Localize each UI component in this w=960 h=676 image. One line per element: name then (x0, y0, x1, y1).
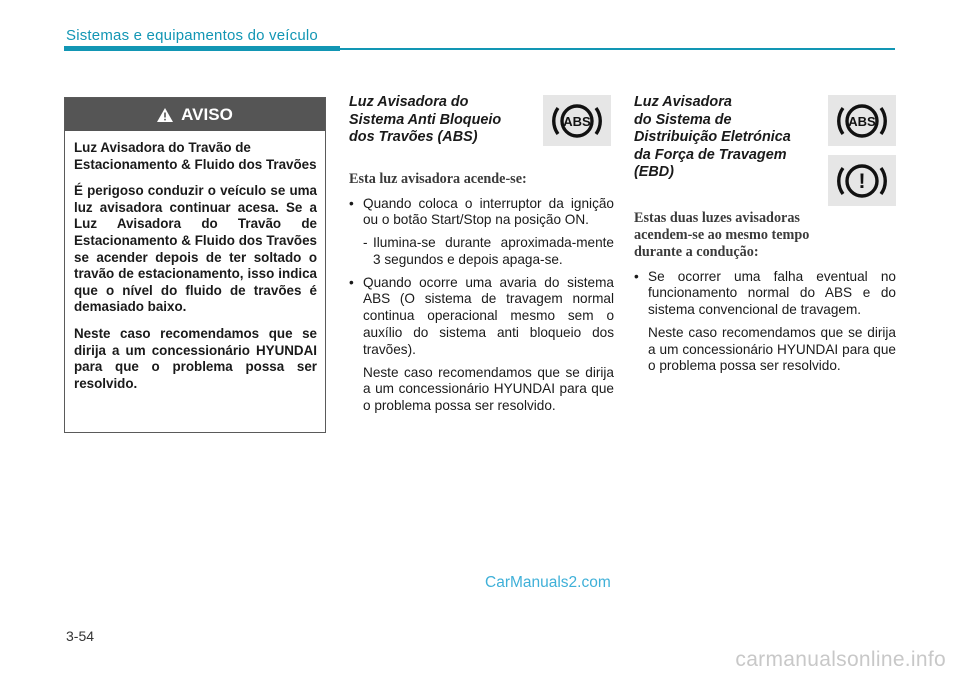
warning-label: AVISO (181, 104, 233, 124)
abs-bullet-malfunction: • Quando ocorre uma avaria do sistema ABS (O sistema de travagem normal continua operacional mesmo sem o auxílio do sistema anti bloqueio dos travões). (349, 275, 614, 359)
abs-warning-light-icon-box (543, 95, 611, 146)
ebd-recommendation: Neste caso recomendamos que se dirija a um concessionário HYUNDAI para que o problema possa ser resolvido. (648, 324, 896, 374)
abs-bullet-ignition: • Quando coloca o interruptor da ignição ou o botão Start/Stop na posição ON. (349, 196, 614, 230)
ebd-section-title: Luz Avisadora do Sistema de Distribuição Eletrónica da Força de Travagem (EBD) (634, 94, 791, 180)
svg-text:!: ! (858, 169, 866, 193)
section-header-title: Sistemas e equipamentos do veículo (66, 27, 318, 44)
page-number: 3-54 (66, 628, 95, 644)
ebd-bullet-failure: • Se ocorrer uma falha eventual no funcionamento normal do ABS e do sistema convencional de travagem. (634, 269, 896, 319)
header-rule-thick (64, 46, 340, 51)
abs-dash-duration: - Ilumina-se durante aproximada-mente 3 segundos e depois apaga-se. (349, 235, 614, 269)
warning-text-1: É perigoso conduzir o veículo se uma luz avisadora continuar acesa. Se a Luz Avisadora do Travão de Estacionamento & Fluido dos Travões se acender depois de ter soltado o travão de estacionamento, isso indica que o nível do fluido de travões é demasiado baixo. (74, 183, 317, 315)
ebd-abs-light-icon-box (828, 95, 896, 146)
warning-text-2: Neste caso recomendamos que se dirija a um concessionário HYUNDAI para que o problema possa ser resolvido. (74, 325, 317, 391)
abs-recommendation: Neste caso recomendamos que se dirija a um concessionário HYUNDAI para que o problema possa ser resolvido. (363, 364, 614, 414)
warning-box (64, 97, 326, 433)
ebd-brake-light-icon-box (828, 155, 896, 206)
warning-triangle-icon (157, 108, 173, 122)
abs-section-title: Luz Avisadora do Sistema Anti Bloqueio dos Travões (ABS) (349, 94, 502, 145)
brake-warning-light-icon (834, 159, 890, 203)
carmanuals-link[interactable]: CarManuals2.com (485, 574, 611, 591)
svg-text:ABS: ABS (563, 113, 591, 129)
abs-subtitle: Esta luz avisadora acende-se: (349, 170, 527, 187)
warning-title: Luz Avisadora do Travão de Estacionamento & Fluido dos Travões (74, 140, 317, 172)
warning-header (65, 98, 325, 131)
abs-warning-light-icon (834, 99, 890, 143)
ebd-subtitle: Estas duas luzes avisadoras acendem-se ao mesmo tempo durante a condução: (634, 209, 810, 260)
abs-warning-light-icon (549, 99, 605, 143)
header-rule-thin (340, 48, 895, 50)
svg-text:ABS: ABS (848, 113, 876, 129)
watermark: carmanualsonline.info (735, 648, 946, 671)
